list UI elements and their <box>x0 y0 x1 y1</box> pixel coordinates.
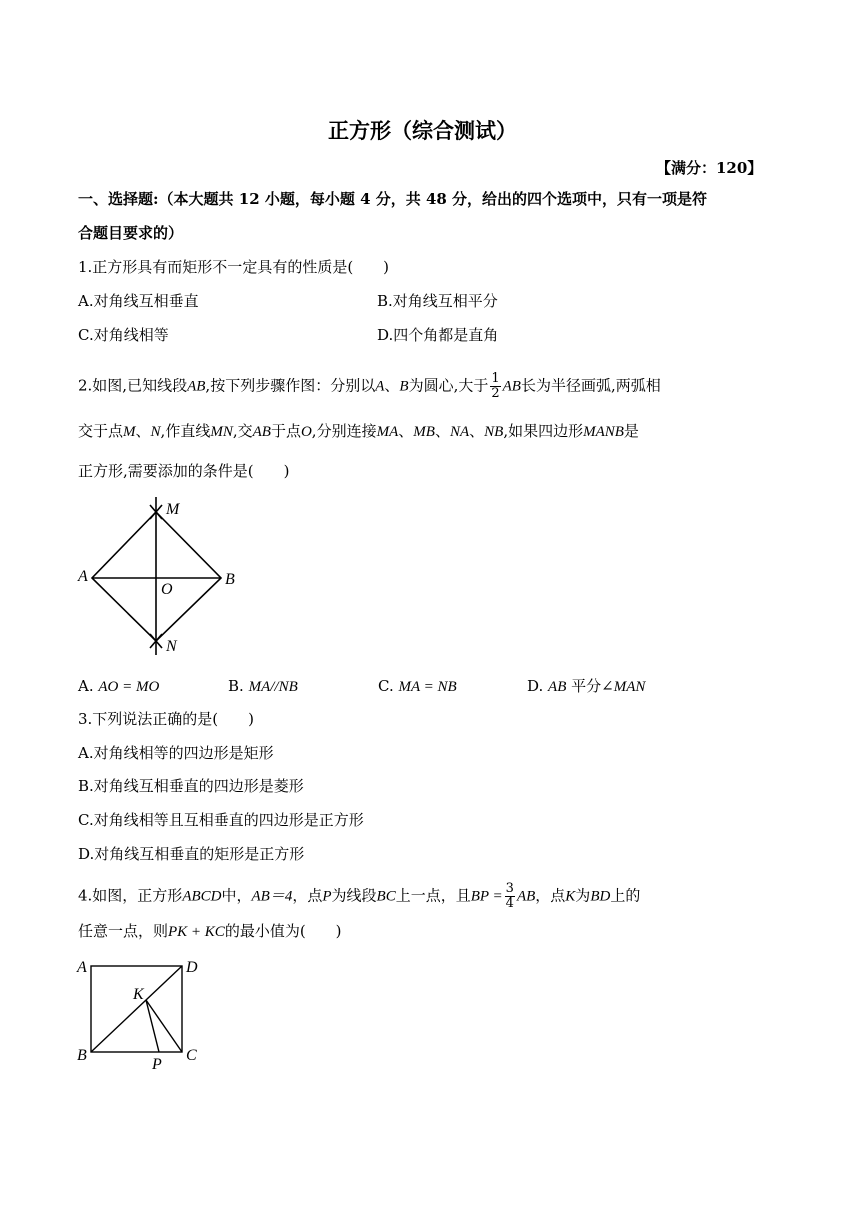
fraction-three-quarters: $\frac{3}{4}$ <box>505 881 514 911</box>
q1-option-d: D.四个角都是直角 <box>377 326 499 344</box>
diagonal-bd <box>91 966 182 1052</box>
q4-stem-line1: 4.如图，正方形ABCD中，AB＝4，点P为线段BC上一点，且BP = $\frac{3}{4}$ AB，点K为BD上的 <box>78 881 641 911</box>
q2-option-b: B. MA//NB <box>228 677 298 695</box>
q2-option-a: A. AO = MO <box>78 677 160 695</box>
q3-option-a: A.对角线相等的四边形是矩形 <box>78 744 274 762</box>
page-title: 正方形（综合测试） <box>328 118 517 143</box>
segment-kc <box>146 1000 182 1052</box>
q1-option-a: A.对角线互相垂直 <box>78 292 199 310</box>
q2-stem-line1: 2.如图,已知线段AB,按下列步骤作图：分别以A、B为圆心,大于 $\frac{1}{2}$ AB长为半径画弧,两弧相 <box>78 371 661 401</box>
label-b: B <box>225 571 235 588</box>
label-a: A <box>77 959 87 976</box>
section-heading: 一、选择题:（本大题共 12 小题，每小题 4 分，共 48 分，给出的四个选项中，只有一项是符 <box>78 190 708 208</box>
q2-option-c: C. MA = NB <box>378 677 457 695</box>
label-k: K <box>133 986 144 1003</box>
q3-option-b: B.对角线互相垂直的四边形是菱形 <box>78 777 304 795</box>
label-d: D <box>186 959 198 976</box>
q1-option-c: C.对角线相等 <box>78 326 169 344</box>
q2-stem-line2: 交于点M、N,作直线MN,交AB于点O,分别连接MA、MB、NA、NB,如果四边形MANB是 <box>78 422 639 440</box>
q1-option-b: B.对角线互相平分 <box>377 292 498 310</box>
label-n: N <box>166 638 177 655</box>
label-b: B <box>77 1047 87 1064</box>
q3-option-d: D.对角线互相垂直的矩形是正方形 <box>78 845 305 863</box>
label-a: A <box>78 568 88 585</box>
label-p: P <box>152 1056 162 1073</box>
section-heading-cont: 合题目要求的） <box>78 224 184 242</box>
q1-stem: 1.正方形具有而矩形不一定具有的性质是( ) <box>78 258 390 276</box>
q2-option-d: D. AB 平分∠MAN <box>527 677 646 695</box>
label-c: C <box>186 1047 197 1064</box>
q3-option-c: C.对角线相等且互相垂直的四边形是正方形 <box>78 811 364 829</box>
q3-stem: 3.下列说法正确的是( ) <box>78 710 255 728</box>
q2-stem-line3: 正方形,需要添加的条件是( ) <box>78 462 290 480</box>
full-score: 【满分：120】 <box>656 159 763 177</box>
label-m: M <box>166 501 180 518</box>
fraction-half: $\frac{1}{2}$ <box>491 371 500 401</box>
label-o: O <box>161 581 173 598</box>
q4-stem-line2: 任意一点，则PK + KC的最小值为( ) <box>78 922 342 940</box>
segment-kp <box>146 1000 159 1052</box>
q4-figure <box>70 955 210 1075</box>
q2-figure <box>70 490 250 660</box>
